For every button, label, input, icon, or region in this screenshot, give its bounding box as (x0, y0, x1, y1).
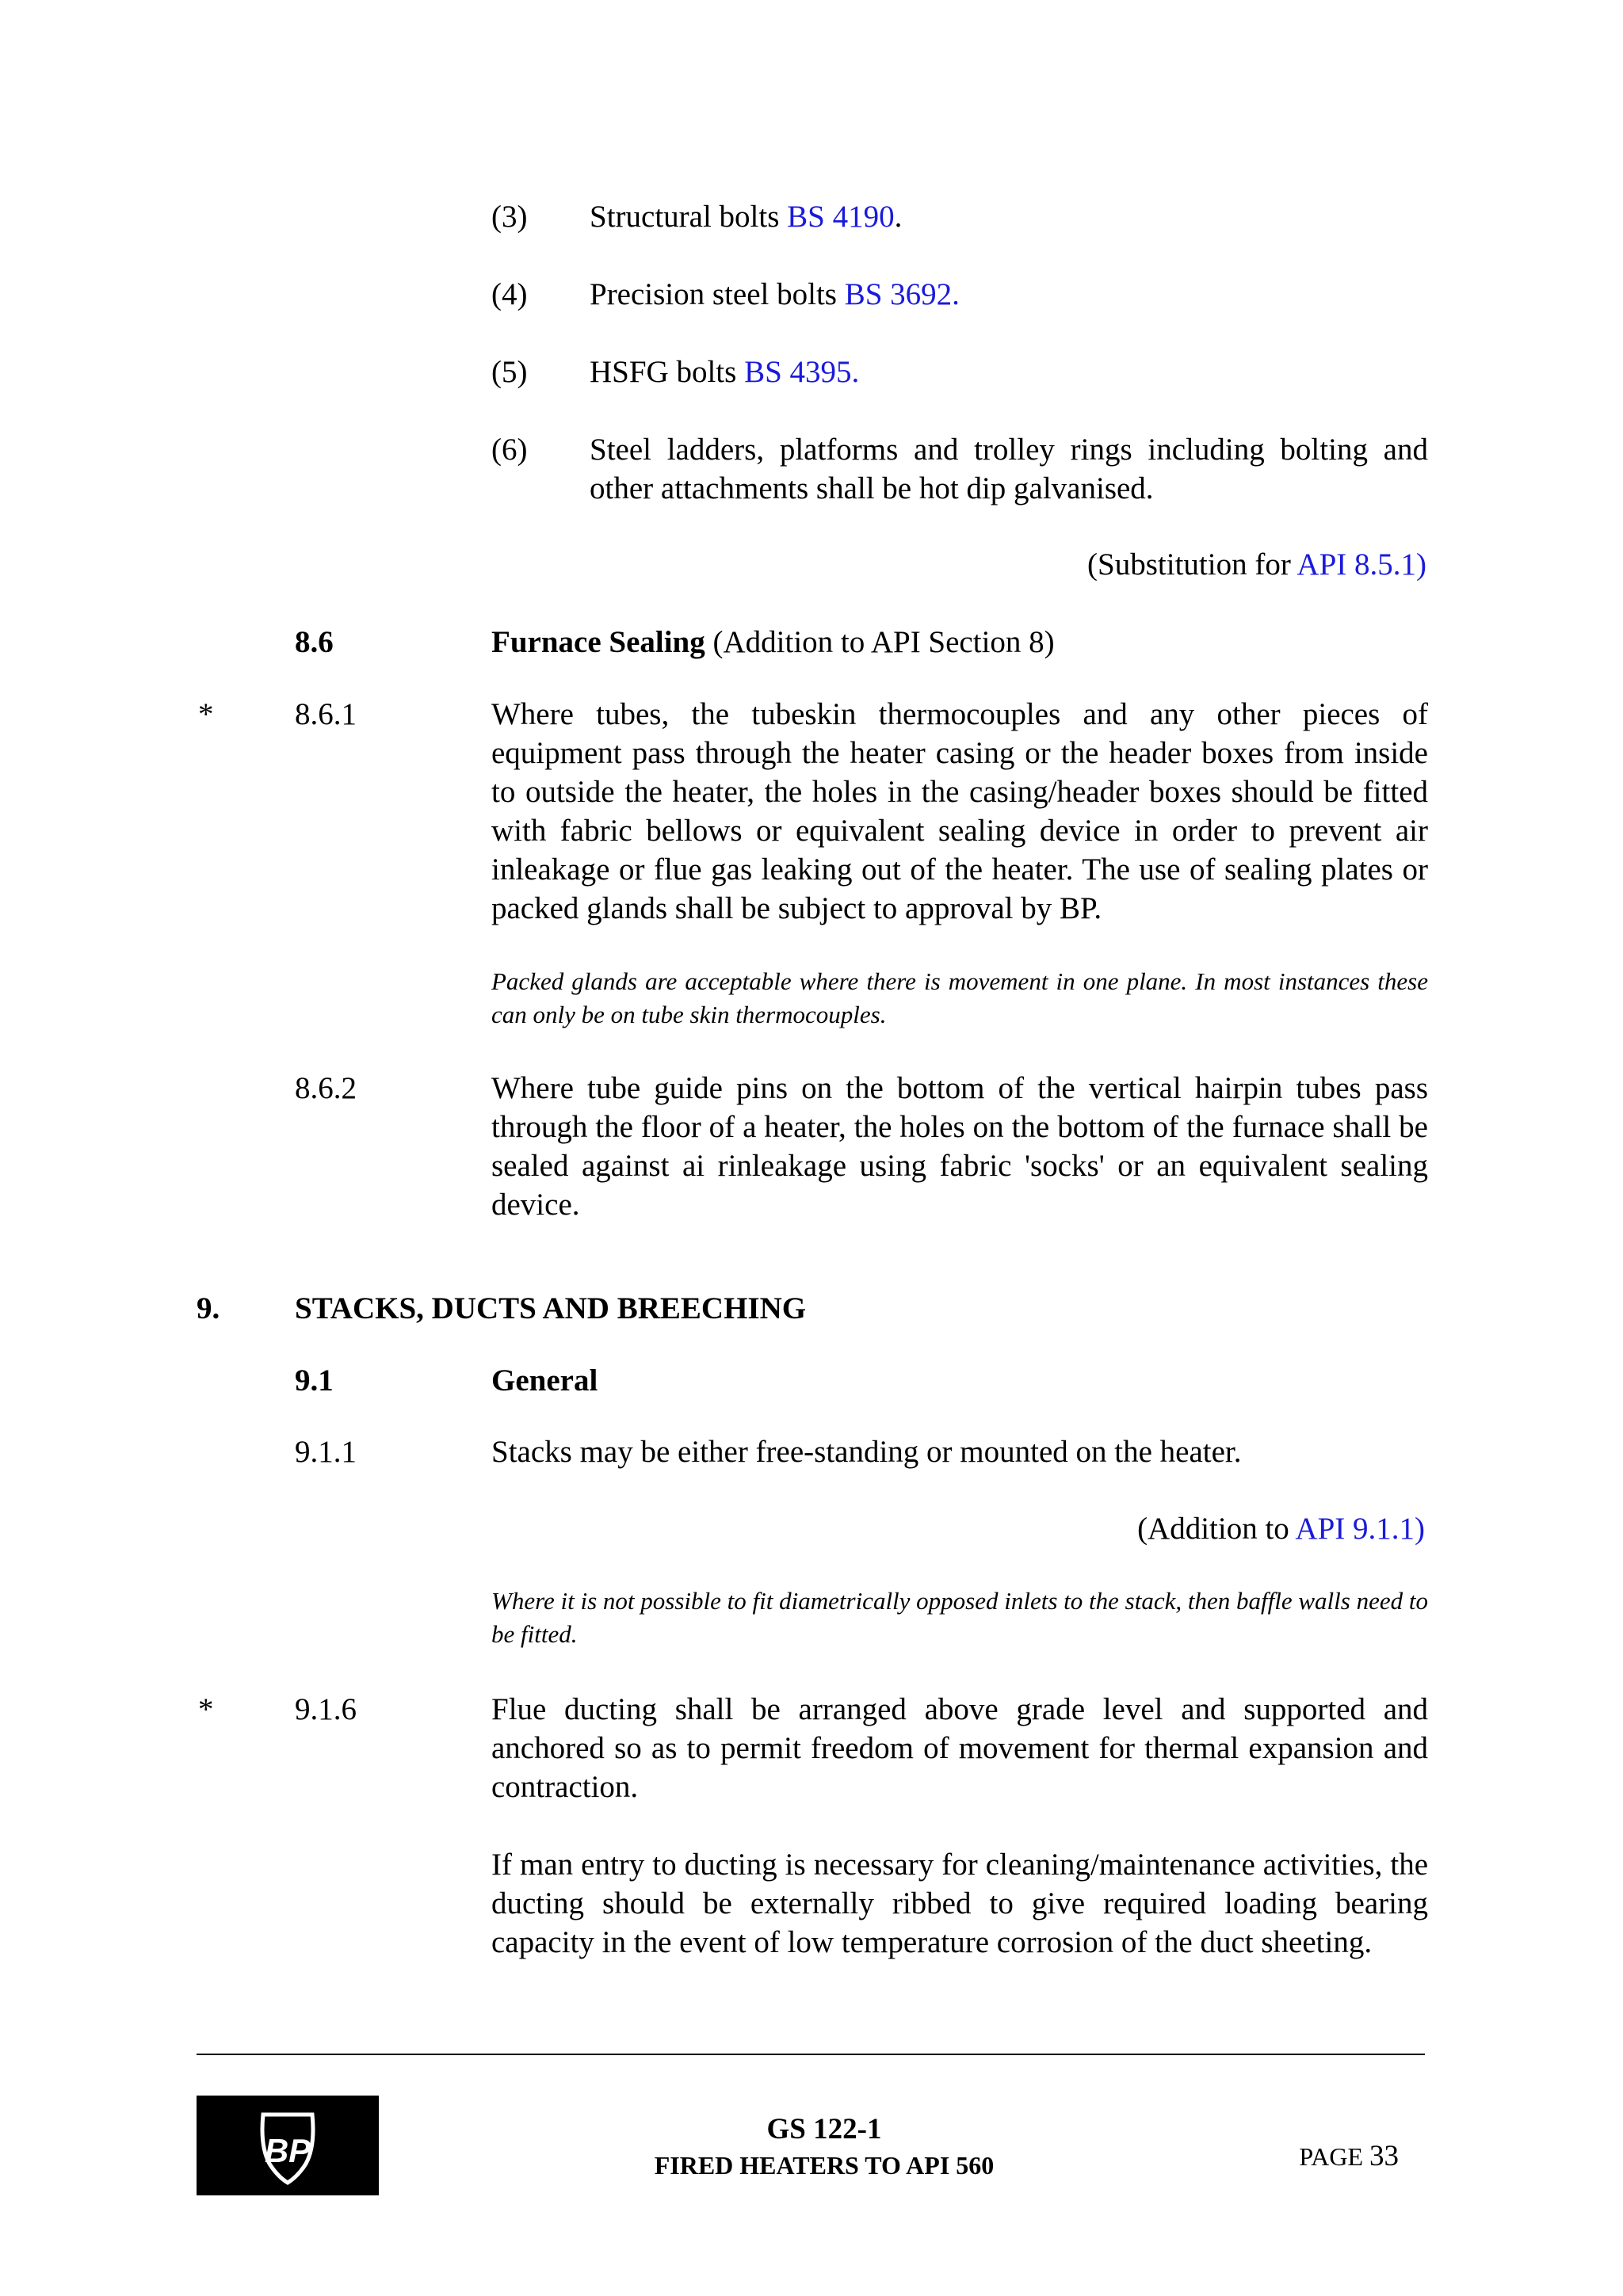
list-text-5: HSFG bolts (590, 355, 745, 389)
clause-8-6-1-note: Packed glands are acceptable where there is movement in one plane. In most instances these can only be on tube skin thermocouples. (491, 967, 1428, 1028)
clause-9-1-1-number: 9.1.1 (295, 1435, 357, 1469)
clause-8-6-2-text: Where tube guide pins on the bottom of the vertical hairpin tubes pass through the floor of a heater, the holes on the bottom of the furnace shall be sealed against ai rinleakage using fabric 'socks' or an equivalent sealing device. (491, 1071, 1428, 1222)
list-tail-3: . (894, 200, 903, 234)
addition-note (872, 1509, 1425, 1548)
section-9-title: STACKS, DUCTS AND BREECHING (295, 1291, 807, 1325)
list-item-3 (590, 197, 902, 236)
footer-page (1236, 2141, 1399, 2172)
clause-8-6-1-number: 8.6.1 (295, 697, 357, 731)
section-8-6-suffix: (Addition to API Section 8) (705, 625, 1055, 659)
footer-doc-code: GS 122-1 (766, 2113, 882, 2145)
section-8-6-number: 8.6 (295, 625, 334, 659)
list-num-6: (6) (491, 433, 528, 467)
clause-8-6-1-text: Where tubes, the tubeskin thermocouples and any other pieces of equipment pass through the heater casing or the header boxes from inside to outside the heater, the holes in the casing/header boxes should be fitted with fabric bellows or equivalent sealing device in order to prevent air inleakage or flue gas leaking out of the heater. The use of sealing plates or packed glands shall be subject to approval by BP. (491, 697, 1428, 925)
bp-shield-icon (197, 2096, 379, 2195)
clause-9-1-6-text: Flue ducting shall be arranged above grade level and supported and anchored so as to permit freedom of movement for thermal expansion and contraction. (491, 1692, 1428, 1804)
bp-logo-text: BP (264, 2132, 311, 2169)
section-9-number: 9. (197, 1291, 220, 1325)
bp-logo (197, 2096, 379, 2195)
list-num-5: (5) (491, 355, 528, 389)
footer-rule (197, 2054, 1425, 2055)
footer-doc-title: FIRED HEATERS TO API 560 (654, 2151, 995, 2180)
list-num-3: (3) (491, 200, 528, 234)
ref-link-bs3692[interactable]: BS 3692. (844, 277, 960, 311)
list-num-4: (4) (491, 277, 528, 311)
list-text-4: Precision steel bolts (590, 277, 845, 311)
clause-8-6-1-marker: * (198, 697, 214, 731)
section-8-6-title: Furnace Sealing (491, 625, 705, 659)
ref-link-bs4190[interactable]: BS 4190 (787, 200, 895, 234)
ref-link-api-9-1-1[interactable]: API 9.1.1) (1295, 1512, 1425, 1546)
section-9-1-number: 9.1 (295, 1363, 334, 1398)
substitution-note (872, 545, 1426, 584)
section-9-1-title: General (491, 1363, 598, 1398)
clause-8-6-2-number: 8.6.2 (295, 1071, 357, 1105)
clause-9-1-1-note: Where it is not possible to fit diametrically opposed inlets to the stack, then baffle walls need to be fitted. (491, 1587, 1428, 1648)
clause-9-1-6-text-2: If man entry to ducting is necessary for cleaning/maintenance activities, the ducting should be externally ribbed to give required loading bearing capacity in the event of low temperature corrosion of the duct sheeting. (491, 1848, 1428, 1959)
clause-9-1-1-text: Stacks may be either free-standing or mounted on the heater. (491, 1435, 1242, 1469)
clause-9-1-6-number: 9.1.6 (295, 1692, 357, 1726)
list-item-5 (590, 353, 859, 391)
section-8-6-heading (491, 623, 1055, 662)
clause-9-1-6-marker: * (198, 1692, 214, 1726)
footer-page-number: 33 (1369, 2140, 1399, 2172)
footer-page-label: PAGE (1299, 2142, 1369, 2171)
list-text-6: Steel ladders, platforms and trolley rings including bolting and other attachments shall be hot dip galvanised. (590, 433, 1428, 505)
ref-link-api-8-5-1[interactable]: API 8.5.1) (1296, 547, 1426, 582)
substitution-prefix: (Substitution for (1087, 547, 1297, 582)
list-item-4 (590, 275, 960, 314)
list-text-3: Structural bolts (590, 200, 788, 234)
ref-link-bs4395[interactable]: BS 4395. (744, 355, 860, 389)
addition-prefix: (Addition to (1137, 1512, 1296, 1546)
